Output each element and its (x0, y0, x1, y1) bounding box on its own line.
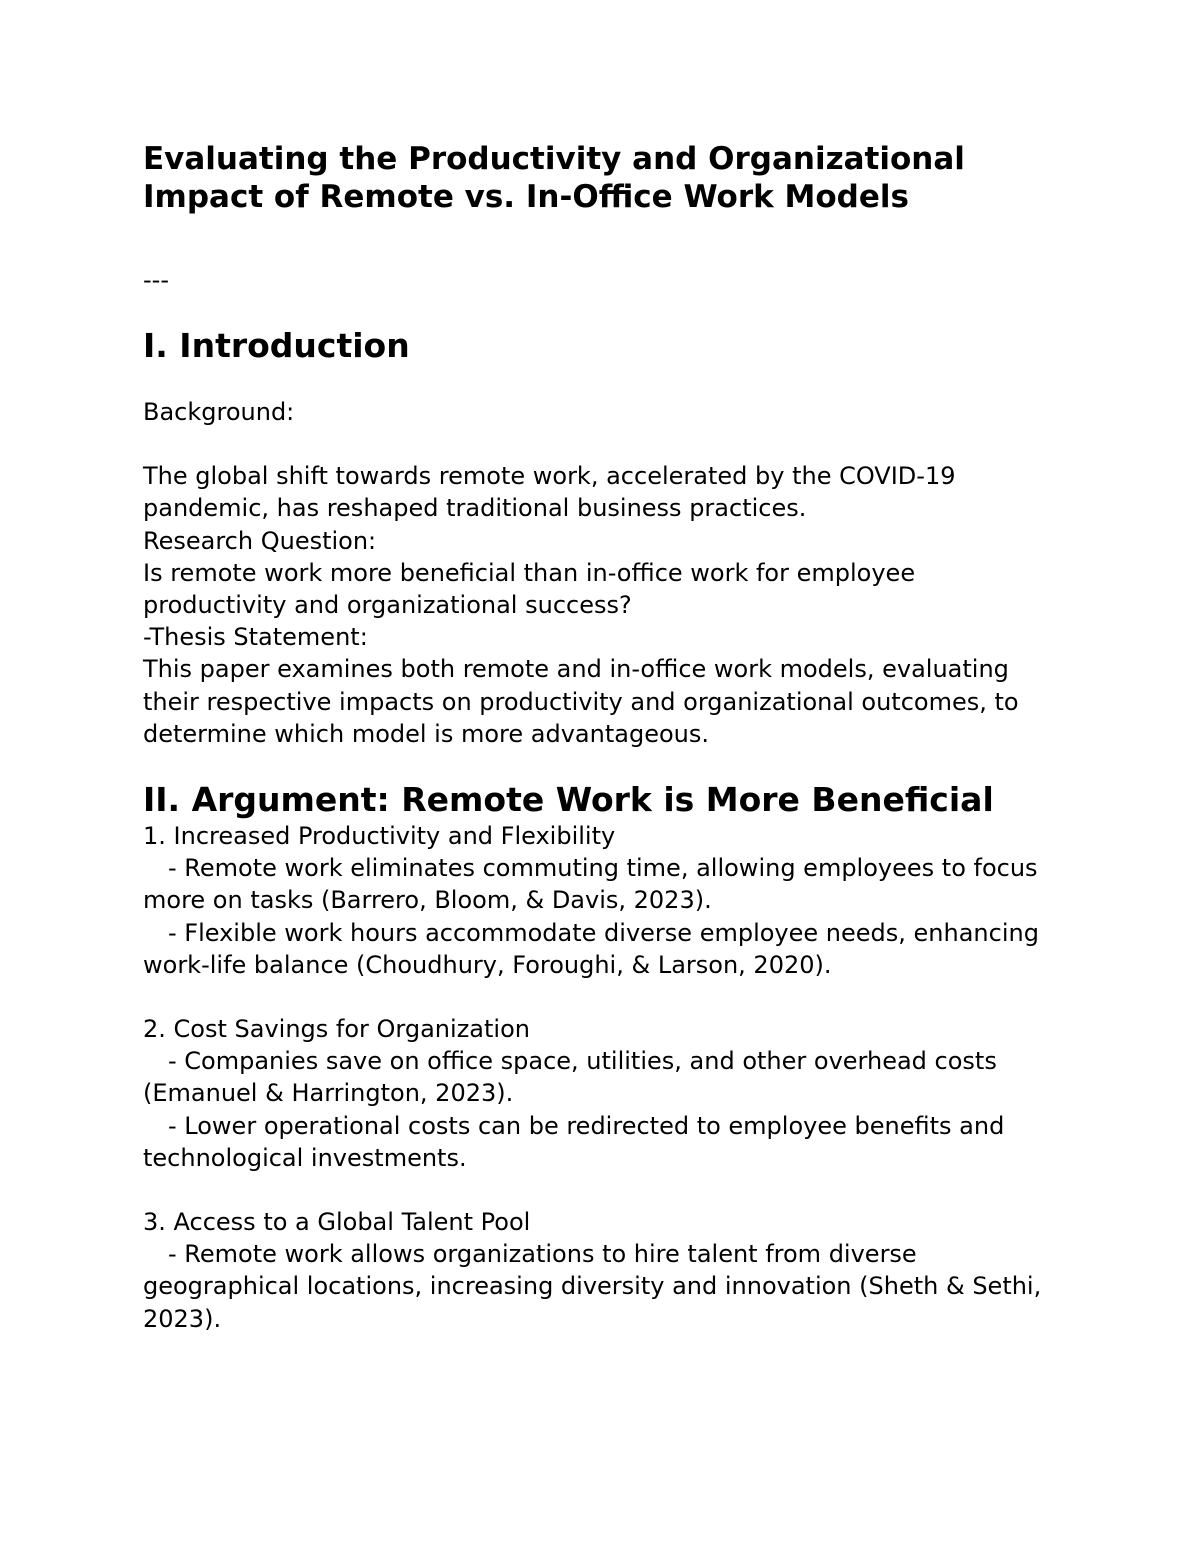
argument-point-3 (143, 1206, 1063, 1335)
document-page (143, 140, 1063, 1335)
research-question-label: Research Question: (143, 526, 377, 555)
thesis-text: This paper examines both remote and in-office work models, evaluating their respective impacts on productivity and organizational outcomes, to determine which model is more advantageous. (143, 655, 1019, 748)
argument-bullet: - Flexible work hours accommodate diverse employee needs, enhancing work-life balance (Choudhury, Foroughi, & Larson, 2020). (143, 918, 1039, 979)
argument-point-1 (143, 820, 1063, 981)
introduction-heading: I. Introduction (143, 326, 410, 365)
section-separator: --- (143, 266, 169, 294)
argument-bullet: - Companies save on office space, utilities, and other overhead costs (Emanuel & Harrington, 2023). (143, 1047, 997, 1108)
argument-bullet: - Remote work eliminates commuting time, allowing employees to focus more on tasks (Barrero, Bloom, & Davis, 2023). (143, 854, 1038, 915)
argument-point-title: 2. Cost Savings for Organization (143, 1015, 530, 1044)
argument-bullet: - Lower operational costs can be redirected to employee benefits and technological investments. (143, 1111, 1005, 1172)
background-text: The global shift towards remote work, accelerated by the COVID-19 pandemic, has reshaped traditional business practices. (143, 462, 956, 523)
argument-point-2 (143, 1013, 1063, 1174)
thesis-label: -Thesis Statement: (143, 623, 368, 652)
argument-bullet: - Remote work allows organizations to hire talent from diverse geographical locations, increasing diversity and innovation (Sheth & Sethi, 2023). (143, 1240, 1042, 1333)
argument-heading: II. Argument: Remote Work is More Beneficial (143, 780, 994, 820)
argument-point-title: 3. Access to a Global Talent Pool (143, 1208, 531, 1237)
document-title: Evaluating the Productivity and Organizational Impact of Remote vs. In-Office Work Models (143, 141, 965, 215)
background-label: Background: (143, 398, 295, 426)
research-question-text: Is remote work more beneficial than in-office work for employee productivity and organizational success? (143, 558, 916, 620)
argument-point-title: 1. Increased Productivity and Flexibility (143, 822, 616, 851)
